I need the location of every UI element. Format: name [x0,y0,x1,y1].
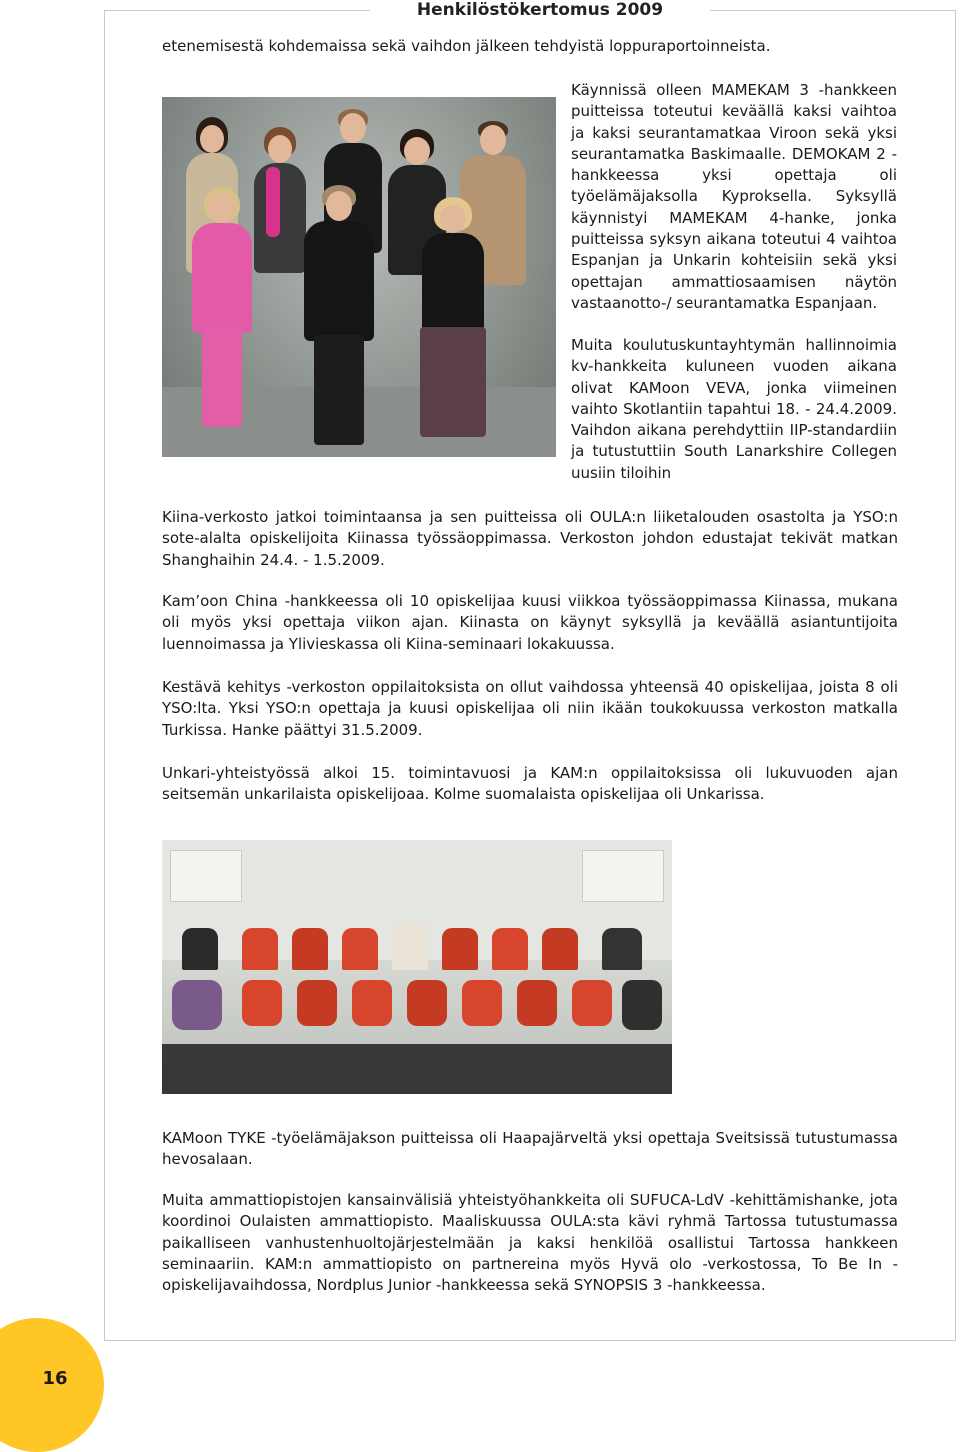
running-header: Henkilöstökertomus 2009 [370,0,710,20]
paragraph-kamoon-china: Kam’oon China -hankkeessa oli 10 opiskelijaa kuusi viikkoa työssäoppimassa Kiinassa, mukana oli myös yksi opettaja viikon ajan. Kiinasta on käynyt syksyllä ja keväällä asiantuntijoita luennoimassa ja Ylivieskassa oli Kiina-seminaari lokakuussa. [162,592,898,653]
paragraph-unkari: Unkari-yhteistyössä alkoi 15. toimintavuosi ja KAM:n oppilaitoksissa oli lukuvuoden ajan seitsemän unkarilaista opiskelijoaa. Kolme suomalaista opiskelijaa oli Unkarissa. [162,764,898,804]
header-rule-left [104,10,360,11]
header-rule-right [722,10,956,11]
china-group-photo [162,840,672,1094]
staff-group-photo [162,97,556,457]
paragraph-kiina-verkosto: Kiina-verkosto jatkoi toimintaansa ja sen puitteissa oli OULA:n liiketalouden osastolta ja YSO:n sote-alalta opiskelijoita Kiinassa työssäoppimassa. Verkoston johdon edustajat tekivät matkan Shanghaihin 24.4. - 1.5.2009. [162,508,898,569]
paragraph-kestava-kehitys: Kestävä kehitys -verkoston oppilaitoksista on ollut vaihdossa yhteensä 40 opiskelijaa, joista 8 oli YSO:lta. Yksi YSO:n opettaja ja kuusi opiskelijaa oli niin ikään toukokuussa verkoston matkalla Turkissa. Hanke päättyi 31.5.2009. [162,678,898,739]
paragraph-kamoon-tyke: KAMoon TYKE -työelämäjakson puitteissa oli Haapajärveltä yksi opettaja Sveitsissä tutustumassa hevosalaan. [162,1129,898,1169]
paragraph-muita-ammattiopistojen: Muita ammattiopistojen kansainvälisiä yhteistyöhankkeita oli SUFUCA-LdV -kehittämishanke, jota koordinoi Oulaisten ammattiopisto. Maaliskuussa OULA:sta kävi ryhmä Tartossa tutustumassa paikalliseen vanhustenhuoltojärjestelmään ja kaksi henkilöä osallistui Tartossa hankkeen seminaariin. KAM:n ammattiopisto on partnereina myös Hyvä olo -verkostossa, To Be In -opiskelijavaihdossa, Nordplus Junior -hankkeessa sekä SYNOPSIS 3 -hankkeessa. [162,1191,898,1295]
column-paragraph-1: Käynnissä olleen MAMEKAM 3 -hankkeen puitteissa toteutui keväällä kaksi vaihtoa ja kaksi seurantamatkaa Viroon sekä yksi seurantamatka Baskimaalle. DEMOKAM 2 -hankkeessa yksi opettaja oli työelämäjaksolla Kyproksella. Syksyllä käynnistyi MAMEKAM 4-hanke, jonka puitteissa syksyn aikana toteutui 4 vaihtoa Espanjan ja Unkarin kohteisiin sekä yksi opettajan ammattiosaamisen näytön vastaanotto-/ seurantamatka Espanjaan. [571,81,897,312]
intro-line: etenemisestä kohdemaissa sekä vaihdon jälkeen tehdyistä loppuraportoinneista. [162,37,771,55]
page-number: 16 [42,1368,68,1389]
column-paragraph-2: Muita koulutuskuntayhtymän hallinnoimia kv-hankkeita kuluneen vuoden aikana olivat KAMoon VEVA, jonka viimeinen vaihto Skotlantiin tapahtui 18. - 24.4.2009. Vaihdon aikana perehdyttiin IIP-standardiin ja tutustuttiin South Lanarkshire Collegen uusiin tiloihin [571,336,897,482]
